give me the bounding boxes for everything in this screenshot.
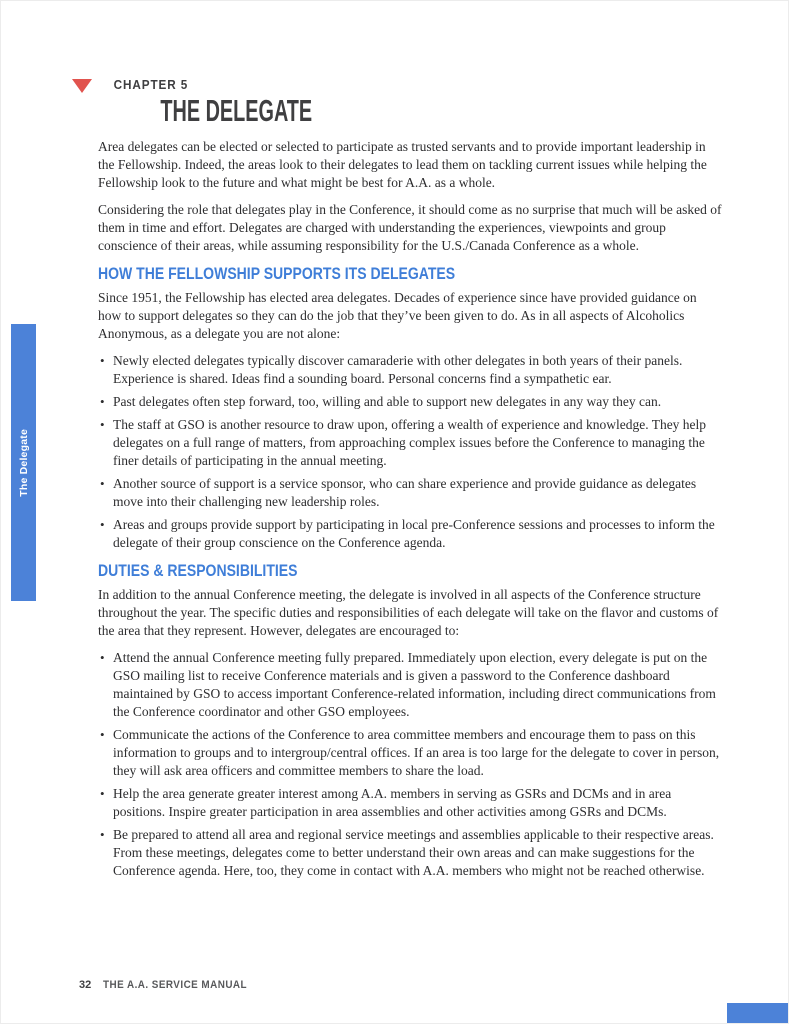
list-item-text: Be prepared to attend all area and regional service meetings and assemblies applicable to their respective areas. From these meetings, delegates come to better understand their own areas and can make suggestions for the Conference agenda. Here, too, they come in contact with A.A. members who might not be reached otherwise. — [113, 827, 714, 879]
page-number: 32 — [79, 979, 92, 991]
list-item — [98, 726, 722, 780]
chapter-side-tab-label: The Delegate — [17, 428, 30, 497]
supports-bullet-list — [98, 352, 722, 552]
list-item-text: Another source of support is a service sponsor, who can share experience and provide guidance as delegates move into their challenging new leadership roles. — [113, 476, 697, 510]
list-item-text: Help the area generate greater interest among A.A. members in serving as GSRs and DCMs and in area positions. Inspire greater participation in area assemblies and other activities among GSRs and DCMs. — [113, 786, 672, 820]
section-heading-supports — [98, 265, 722, 283]
section-heading-duties-text: DUTIES & RESPONSIBILITIES — [98, 562, 298, 581]
list-item — [98, 393, 722, 411]
list-item — [98, 352, 722, 388]
chapter-header — [98, 77, 722, 126]
bullet-icon: • — [100, 517, 105, 533]
page-title-text: THE DELEGATE — [160, 93, 313, 128]
list-item — [98, 826, 722, 880]
bullet-icon: • — [100, 394, 105, 410]
chapter-label-text: CHAPTER 5 — [113, 77, 189, 92]
duties-bullet-list — [98, 649, 722, 880]
list-item-text: Past delegates often step forward, too, willing and able to support new delegates in any way they can. — [113, 394, 662, 410]
bullet-icon: • — [100, 786, 105, 802]
chapter-label — [114, 77, 707, 92]
list-item — [98, 416, 722, 470]
list-item-text: Attend the annual Conference meeting fully prepared. Immediately upon election, every delegate is put on the GSO mailing list to receive Conference materials and is given a password to the Conference dashboard maintained by GSO to access important Conference-related information, including direct communications from the Conference coordinator and other GSO employees. — [113, 650, 716, 720]
next-chapter-corner-tab — [727, 1003, 788, 1023]
list-item-text: Communicate the actions of the Conference to area committee members and encourage them to pass on this information to groups and to intergroup/central offices. If an area is too large for the delegate to cover in person, they will ask area officers and committee members to share the load. — [113, 727, 720, 779]
list-item — [98, 475, 722, 511]
book-title: THE A.A. SERVICE MANUAL — [103, 979, 248, 991]
page-title — [160, 95, 659, 126]
bullet-icon: • — [100, 827, 105, 843]
section-duties-paragraph: In addition to the annual Conference meeting, the delegate is involved in all aspects of the Conference structure throughout the year. The specific duties and responsibilities of each delegate will take on the flavor and customs of the area that they represent. However, delegates are encouraged to: — [98, 587, 719, 639]
list-item-text: Newly elected delegates typically discover camaraderie with other delegates in both years of their panels. Experience is shared. Ideas find a sounding board. Personal concerns find a sympathetic ear. — [113, 353, 683, 387]
bullet-icon: • — [100, 650, 105, 666]
intro-paragraph-2: Considering the role that delegates play in the Conference, it should come as no surprise that much will be asked of them in time and effort. Delegates are charged with understanding the experiences, viewpoints and group conscience of their areas, while assuming responsibility for the U.S./Canada Conference as a whole. — [98, 202, 722, 253]
chapter-side-tab — [11, 324, 36, 601]
chapter-marker-triangle-icon — [72, 79, 92, 93]
page-content — [98, 77, 722, 889]
list-item — [98, 516, 722, 552]
bullet-icon: • — [100, 353, 105, 369]
page-footer — [79, 979, 263, 991]
list-item — [98, 785, 722, 821]
section-supports-paragraph: Since 1951, the Fellowship has elected area delegates. Decades of experience since have provided guidance on how to support delegates so they can do the job that they’ve been given to do. As in all aspects of Alcoholics Anonymous, as a delegate you are not alone: — [98, 290, 697, 342]
list-item-text: The staff at GSO is another resource to draw upon, offering a wealth of experience and knowledge. They help delegates on a full range of matters, from approaching complex issues before the Conference to managing the finer details of participating in the annual meeting. — [113, 417, 707, 469]
bullet-icon: • — [100, 727, 105, 743]
bullet-icon: • — [100, 417, 105, 433]
list-item — [98, 649, 722, 721]
intro-paragraph-1: Area delegates can be elected or selected to participate as trusted servants and to provide important leadership in the Fellowship. Indeed, the areas look to their delegates to lead them on tackling current issues while helping the Fellowship look to the future and what might be best for A.A. as a whole. — [98, 139, 707, 190]
list-item-text: Areas and groups provide support by participating in local pre-Conference sessions and processes to inform the delegate of their group conscience on the Conference agenda. — [113, 517, 715, 551]
bullet-icon: • — [100, 476, 105, 492]
section-heading-duties — [98, 562, 722, 580]
section-heading-supports-text: HOW THE FELLOWSHIP SUPPORTS ITS DELEGATES — [98, 265, 456, 283]
